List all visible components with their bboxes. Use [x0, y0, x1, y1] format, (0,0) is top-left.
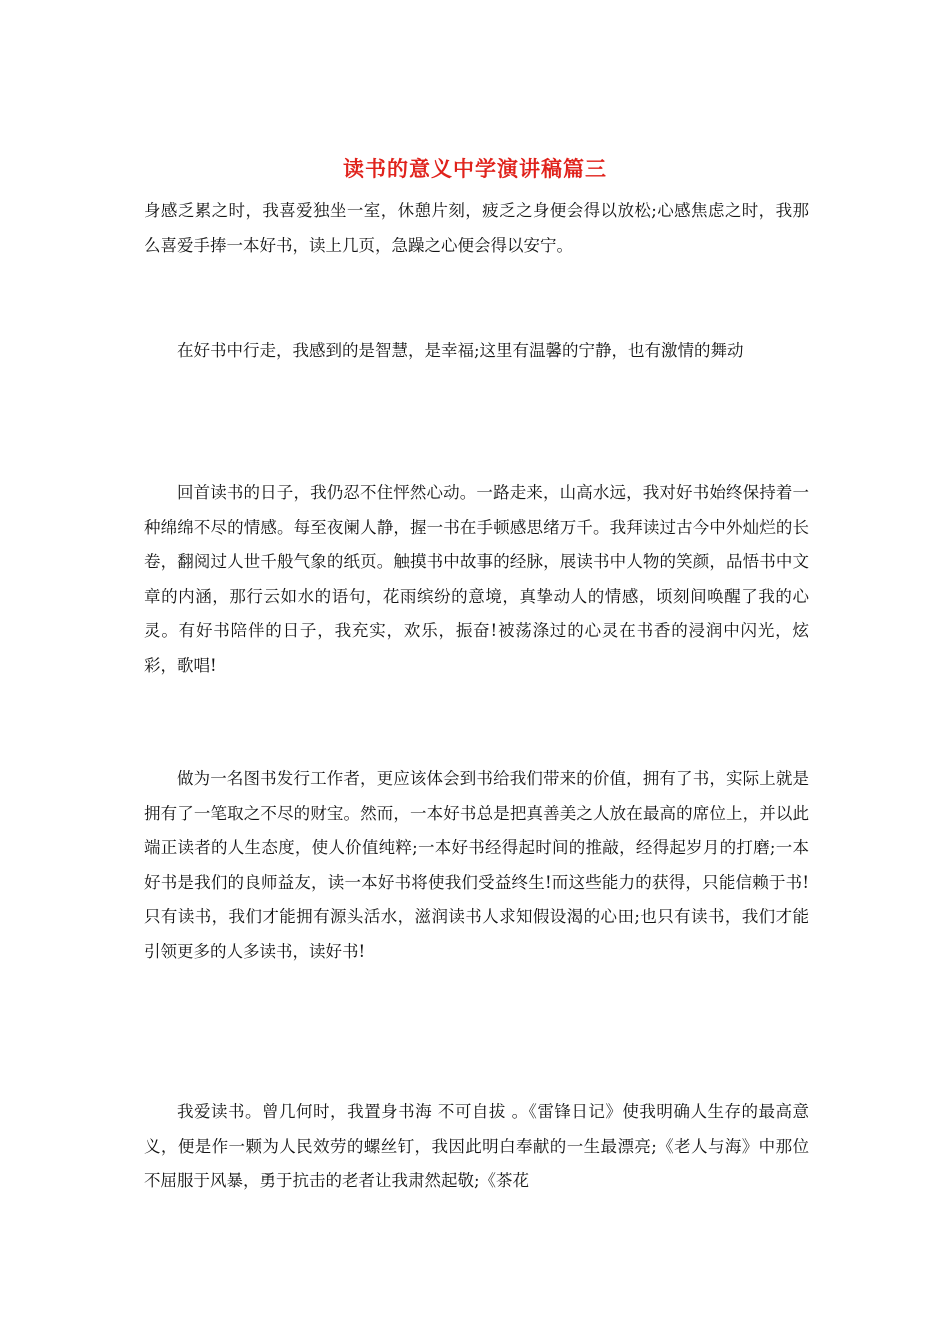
paragraph-5: 我爱读书。曾几何时，我置身书海 不可自拔 。《雷锋日记》使我明确人生存的最高意义，便是作一颗为人民效劳的螺丝钉，我因此明白奉献的一生最漂亮;《老人与海》中那位不屈服于风暴，勇于抗击的老者让我肃然起敬;《茶花	[144, 1102, 809, 1190]
paragraph-3: 回首读书的日子，我仍忍不住怦然心动。一路走来，山高水远，我对好书始终保持着一种绵绵不尽的情感。每至夜阑人静，握一书在手顿感思绪万千。我拜读过古今中外灿烂的长卷，翻阅过人世千般气象的纸页。触摸书中故事的经脉，展读书中人物的笑颜，品悟书中文章的内涵，那行云如水的语句，花雨缤纷的意境，真挚动人的情感，顷刻间唤醒了我的心灵。有好书陪伴的日子，我充实，欢乐，振奋!被荡涤过的心灵在书香的浸润中闪光，炫彩，歌唱!	[144, 483, 809, 675]
paragraph-2: 在好书中行走，我感到的是智慧，是幸福;这里有温馨的宁静，也有激情的舞动	[177, 341, 744, 360]
document-title: 读书的意义中学演讲稿篇三	[343, 156, 607, 181]
paragraph-4: 做为一名图书发行工作者，更应该体会到书给我们带来的价值，拥有了书，实际上就是拥有了一笔取之不尽的财宝。然而，一本好书总是把真善美之人放在最高的席位上，并以此端正读者的人生态度，使人价值纯粹;一本好书经得起时间的推敲，经得起岁月的打磨;一本好书是我们的良师益友，读一本好书将使我们受益终生!而这些能力的获得，只能信赖于书!只有读书，我们才能拥有源头活水，滋润读书人求知假设渴的心田;也只有读书，我们才能引领更多的人多读书，读好书!	[144, 769, 809, 961]
paragraph-1: 身感乏累之时，我喜爱独坐一室，休憩片刻，疲乏之身便会得以放松;心感焦虑之时，我那么喜爱手捧一本好书，读上几页，急躁之心便会得以安宁。	[144, 201, 809, 255]
